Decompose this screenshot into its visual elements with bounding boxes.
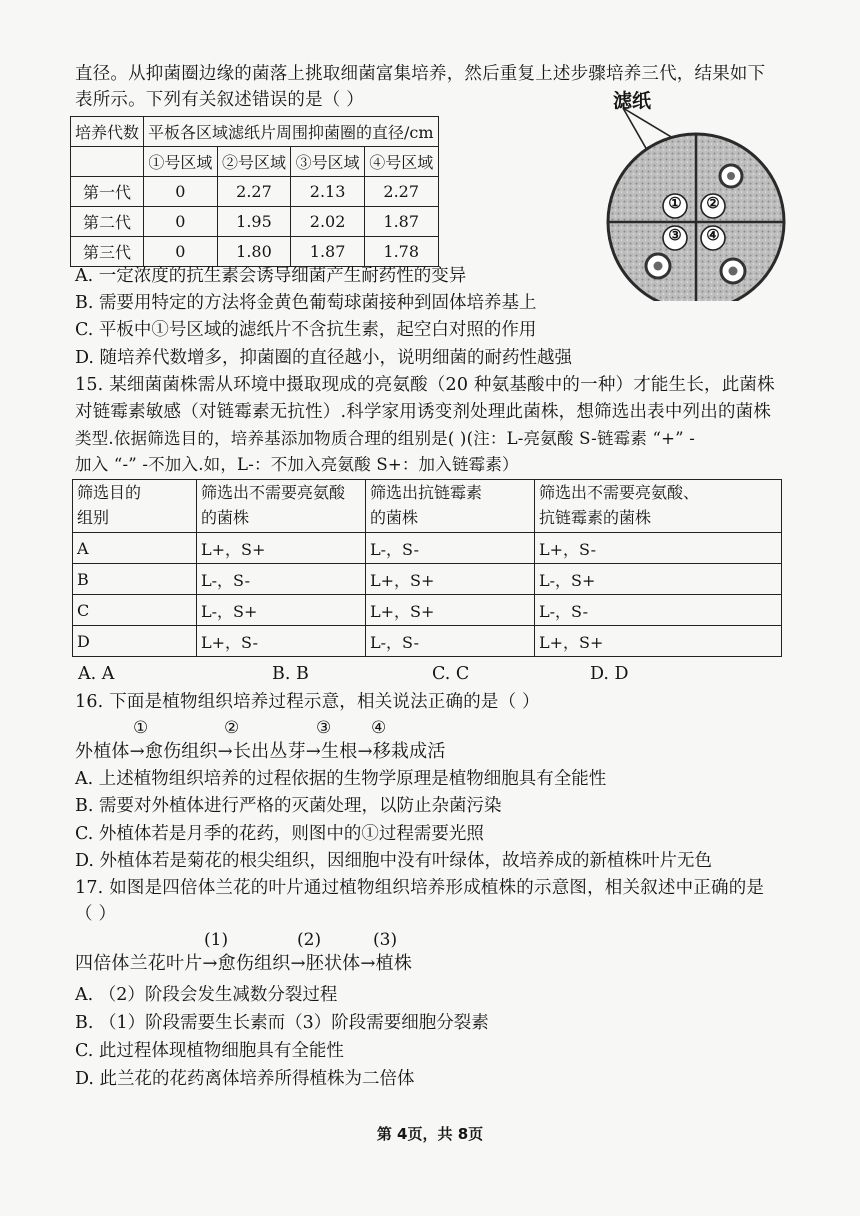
- q16-step-marker: ③: [316, 718, 332, 738]
- table-row: A L+，S+ L-，S- L+，S-: [73, 533, 782, 564]
- q14-option-c: C. 平板中①号区域的滤纸片不含抗生素，起空白对照的作用: [75, 320, 537, 340]
- q17-step-marker: (3): [373, 930, 398, 950]
- table1-subheader: ②号区域: [217, 147, 291, 177]
- q14-option-d: D. 随培养代数增多，抑菌圈的直径越小，说明细菌的耐药性越强: [75, 348, 573, 368]
- q15-answer-a: A. A: [78, 664, 115, 684]
- petri-dish-figure: [593, 86, 793, 301]
- q17-flow: 四倍体兰花叶片→愈伤组织→胚状体→植株: [75, 953, 413, 974]
- q17-option-c: C. 此过程体现植物细胞具有全能性: [75, 1041, 344, 1061]
- q17-option-d: D. 此兰花的花药离体培养所得植株为二倍体: [75, 1069, 415, 1089]
- q16-stem: 16. 下面是植物组织培养过程示意，相关说法正确的是（ ）: [75, 692, 540, 712]
- q14-option-a: A. 一定浓度的抗生素会诱导细菌产生耐药性的变异: [75, 266, 467, 286]
- table-row: B L-，S- L+，S+ L-，S+: [73, 564, 782, 595]
- inhibition-zone-table: [70, 116, 439, 267]
- table1-header-generation: 培养代数: [71, 117, 144, 147]
- q16-option-c: C. 外植体若是月季的花药，则图中的①过程需要光照: [75, 824, 484, 844]
- table1-subheader: ③号区域: [291, 147, 365, 177]
- q17-stem: 17. 如图是四倍体兰花的叶片通过植物组织培养形成植株的示意图，相关叙述中正确的是: [75, 878, 765, 898]
- q16-step-marker: ①: [133, 718, 149, 738]
- q16-flow: 外植体→愈伤组织→长出丛芽→生根→移栽成活: [75, 741, 446, 762]
- table1-header-span: 平板各区域滤纸片周围抑菌圈的直径/cm: [144, 117, 439, 147]
- table-row: 第二代 0 1.95 2.02 1.87: [71, 207, 439, 237]
- table2-header: 筛选目的 组别: [73, 480, 197, 533]
- region-label: ②: [706, 194, 720, 212]
- intro-line-1: 直径。从抑菌圈边缘的菌落上挑取细菌富集培养，然后重复上述步骤培养三代，结果如下: [75, 64, 766, 84]
- q15-line-3: 类型.依据筛选目的，培养基添加物质合理的组别是( )(注：L-亮氨酸 S-链霉素 “+” -: [75, 429, 696, 448]
- q17-step-marker: (1): [204, 930, 229, 950]
- table-row: 第三代 0 1.80 1.87 1.78: [71, 237, 439, 267]
- q17-paren: （ ）: [75, 904, 117, 924]
- table2-header: 筛选出抗链霉素 的菌株: [366, 480, 535, 533]
- petri-dish-icon: [593, 86, 793, 301]
- q16-step-marker: ②: [224, 718, 240, 738]
- q17-step-marker: (2): [297, 930, 322, 950]
- q17-option-b: B. （1）阶段需要生长素而（3）阶段需要细胞分裂素: [75, 1013, 489, 1033]
- table1-subheader: ①号区域: [144, 147, 218, 177]
- table-row: C L-，S+ L+，S+ L-，S-: [73, 595, 782, 626]
- q15-line-4: 加入 “-” -不加入.如，L-：不加入亮氨酸 S+：加入链霉素）: [75, 455, 519, 474]
- q17-option-a: A. （2）阶段会发生减数分裂过程: [75, 985, 338, 1005]
- filter-paper-label: 滤纸: [613, 90, 652, 112]
- table-row: 第一代 0 2.27 2.13 2.27: [71, 177, 439, 207]
- q16-step-marker: ④: [371, 718, 387, 738]
- table-row: D L+，S- L-，S- L+，S+: [73, 626, 782, 657]
- q15-answer-c: C. C: [432, 664, 470, 684]
- screening-table: [72, 479, 782, 657]
- intro-line-2: 表所示。下列有关叙述错误的是（ ）: [75, 90, 364, 110]
- q15-answer-d: D. D: [590, 664, 629, 684]
- page-number: 第 4页，共 8页: [376, 1125, 484, 1143]
- table1-subheader: ④号区域: [364, 147, 438, 177]
- region-label: ③: [668, 226, 682, 244]
- q16-option-d: D. 外植体若是菊花的根尖组织，因细胞中没有叶绿体，故培养成的新植株叶片无色: [75, 851, 713, 871]
- q15-line-2: 对链霉素敏感（对链霉素无抗性）.科学家用诱变剂处理此菌株，想筛选出表中列出的菌株: [75, 402, 772, 422]
- region-label: ④: [706, 226, 720, 244]
- q16-option-a: A. 上述植物组织培养的过程依据的生物学原理是植物细胞具有全能性: [75, 769, 607, 789]
- table2-header: 筛选出不需要亮氨酸 的菌株: [197, 480, 366, 533]
- table2-header: 筛选出不需要亮氨酸、 抗链霉素的菌株: [535, 480, 782, 533]
- q15-answer-b: B. B: [272, 664, 309, 684]
- q14-option-b: B. 需要用特定的方法将金黄色葡萄球菌接种到固体培养基上: [75, 293, 537, 313]
- q15-line-1: 15. 某细菌菌株需从环境中摄取现成的亮氨酸（20 种氨基酸中的一种）才能生长，此菌株: [75, 375, 775, 395]
- q16-option-b: B. 需要对外植体进行严格的灭菌处理，以防止杂菌污染: [75, 796, 502, 816]
- region-label: ①: [668, 194, 682, 212]
